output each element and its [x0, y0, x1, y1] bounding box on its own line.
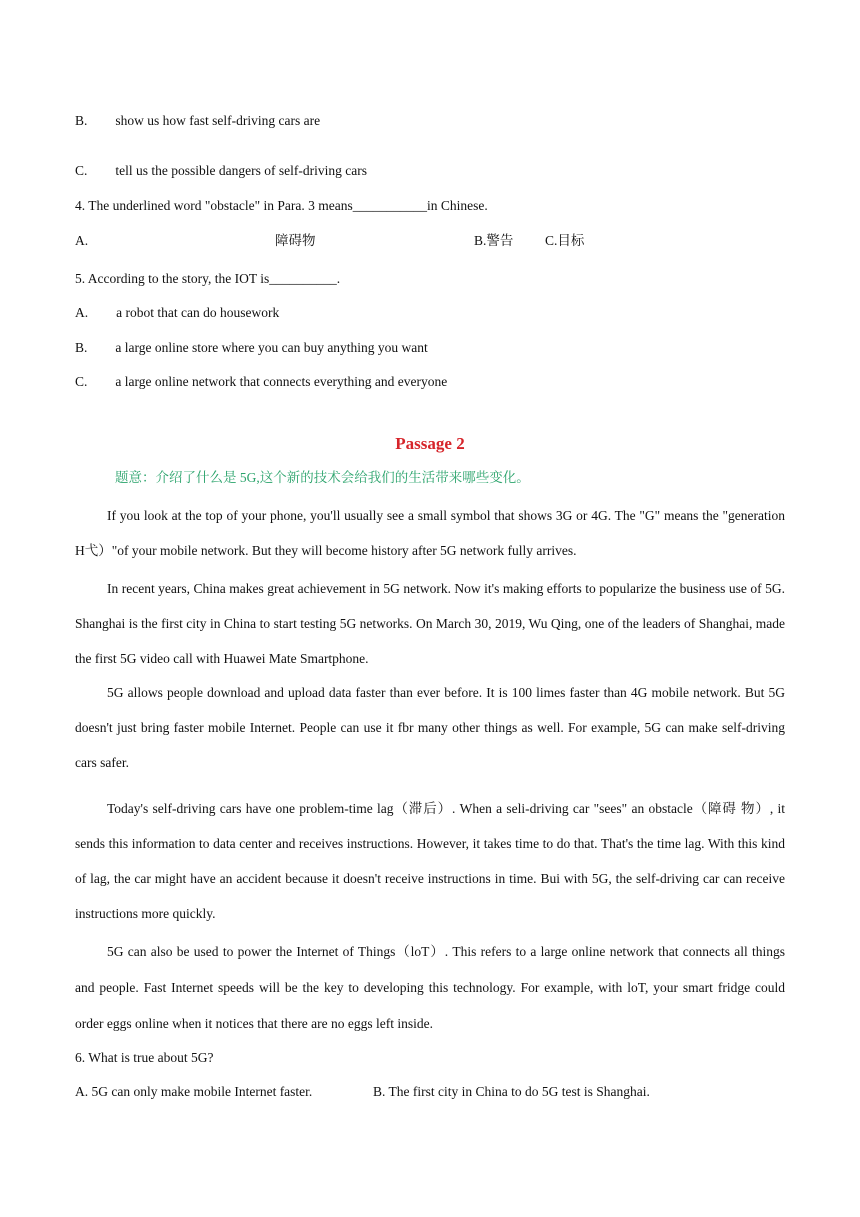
q4-option-c: C.目标: [545, 233, 585, 248]
q4-option-a-text: 障碍物: [275, 233, 316, 248]
paragraph-text: Today's self-driving cars have one problem-time lag（滞后）. When a seli-driving car "sees" an obstacle（障碍 物）, it sends this information to data center and receives instructions. However, it takes time to do that. That's the time lag. With this kind of lag, the car might have an accident because it doesn't receive instructions in time. Bui with 5G, the self-driving car can receive instructions more quickly.: [75, 801, 785, 921]
option-letter: B.: [75, 113, 88, 128]
q4-stem-pre: 4. The underlined word "obstacle" in Para. 3 means: [75, 198, 353, 213]
paragraph-text: In recent years, China makes great achievement in 5G network. Now it's making efforts to popularize the business use of 5G. Shanghai is the first city in China to start testing 5G networks. On March 30, 2019, Wu Qing, one of the leaders of Shanghai, made the first 5G video call with Huawei Mate Smartphone.: [75, 581, 785, 666]
option-text: show us how fast self-driving cars are: [115, 113, 321, 128]
paragraph-text: 5G allows people download and upload data faster than ever before. It is 100 limes faster than 4G mobile network. But 5G doesn't just bring faster mobile Internet. People can use it fbr many other things as well. For example, 5G can make self-driving cars safer.: [75, 685, 785, 770]
option-letter: C.: [75, 374, 88, 389]
passage-paragraph-3: [75, 675, 785, 780]
option-text: a large online network that connects everything and everyone: [115, 374, 448, 389]
q5-stem-post: .: [336, 271, 341, 286]
q6-option-b: B. The first city in China to do 5G test is Shanghai.: [373, 1084, 650, 1099]
q5-stem: [75, 270, 340, 288]
passage-paragraph-2: [75, 571, 785, 676]
passage-summary: 题意：介绍了什么是 5G,这个新的技术会给我们的生活带来哪些变化。: [115, 470, 530, 485]
option-letter: A.: [75, 305, 89, 320]
option-text: a large online store where you can buy anything you want: [115, 340, 428, 355]
option-letter: C.: [75, 163, 88, 178]
q4-option-b: B.警告: [474, 233, 514, 248]
q3-option-b: [75, 112, 320, 130]
passage-paragraph-4: [75, 791, 785, 931]
q5-option-c: [75, 373, 447, 391]
q5-option-a: [75, 304, 279, 322]
option-text: a robot that can do housework: [116, 305, 280, 320]
passage-paragraph-1: [75, 498, 785, 568]
passage-title: Passage 2: [395, 434, 465, 453]
paragraph-text: 5G can also be used to power the Internet of Things（loT）. This refers to a large online network that connects all things and people. Fast Internet speeds will be the key to developing this technology. For example, with loT, your smart fridge could order eggs online when it notices that there are no eggs left inside.: [75, 944, 785, 1031]
q5-option-b: [75, 339, 428, 357]
answer-blank: __________: [269, 271, 337, 286]
q3-option-c: [75, 162, 367, 180]
q6-option-a: A. 5G can only make mobile Internet faster.: [75, 1084, 313, 1099]
q6-stem: 6. What is true about 5G?: [75, 1050, 214, 1065]
q5-stem-pre: 5. According to the story, the IOT is: [75, 271, 270, 286]
q4-stem: [75, 197, 488, 215]
q4-stem-post: in Chinese.: [426, 198, 488, 213]
option-letter: B.: [75, 340, 88, 355]
passage-paragraph-5: [75, 934, 785, 1042]
q4-option-a-letter: A.: [75, 233, 89, 248]
option-text: tell us the possible dangers of self-driving cars: [115, 163, 367, 178]
answer-blank: ___________: [352, 198, 427, 213]
paragraph-text: If you look at the top of your phone, you'll usually see a small symbol that shows 3G or 4G. The "G" means the "generation H弋）"of your mobile network. But they will become history after 5G network fully arrives.: [75, 508, 785, 558]
